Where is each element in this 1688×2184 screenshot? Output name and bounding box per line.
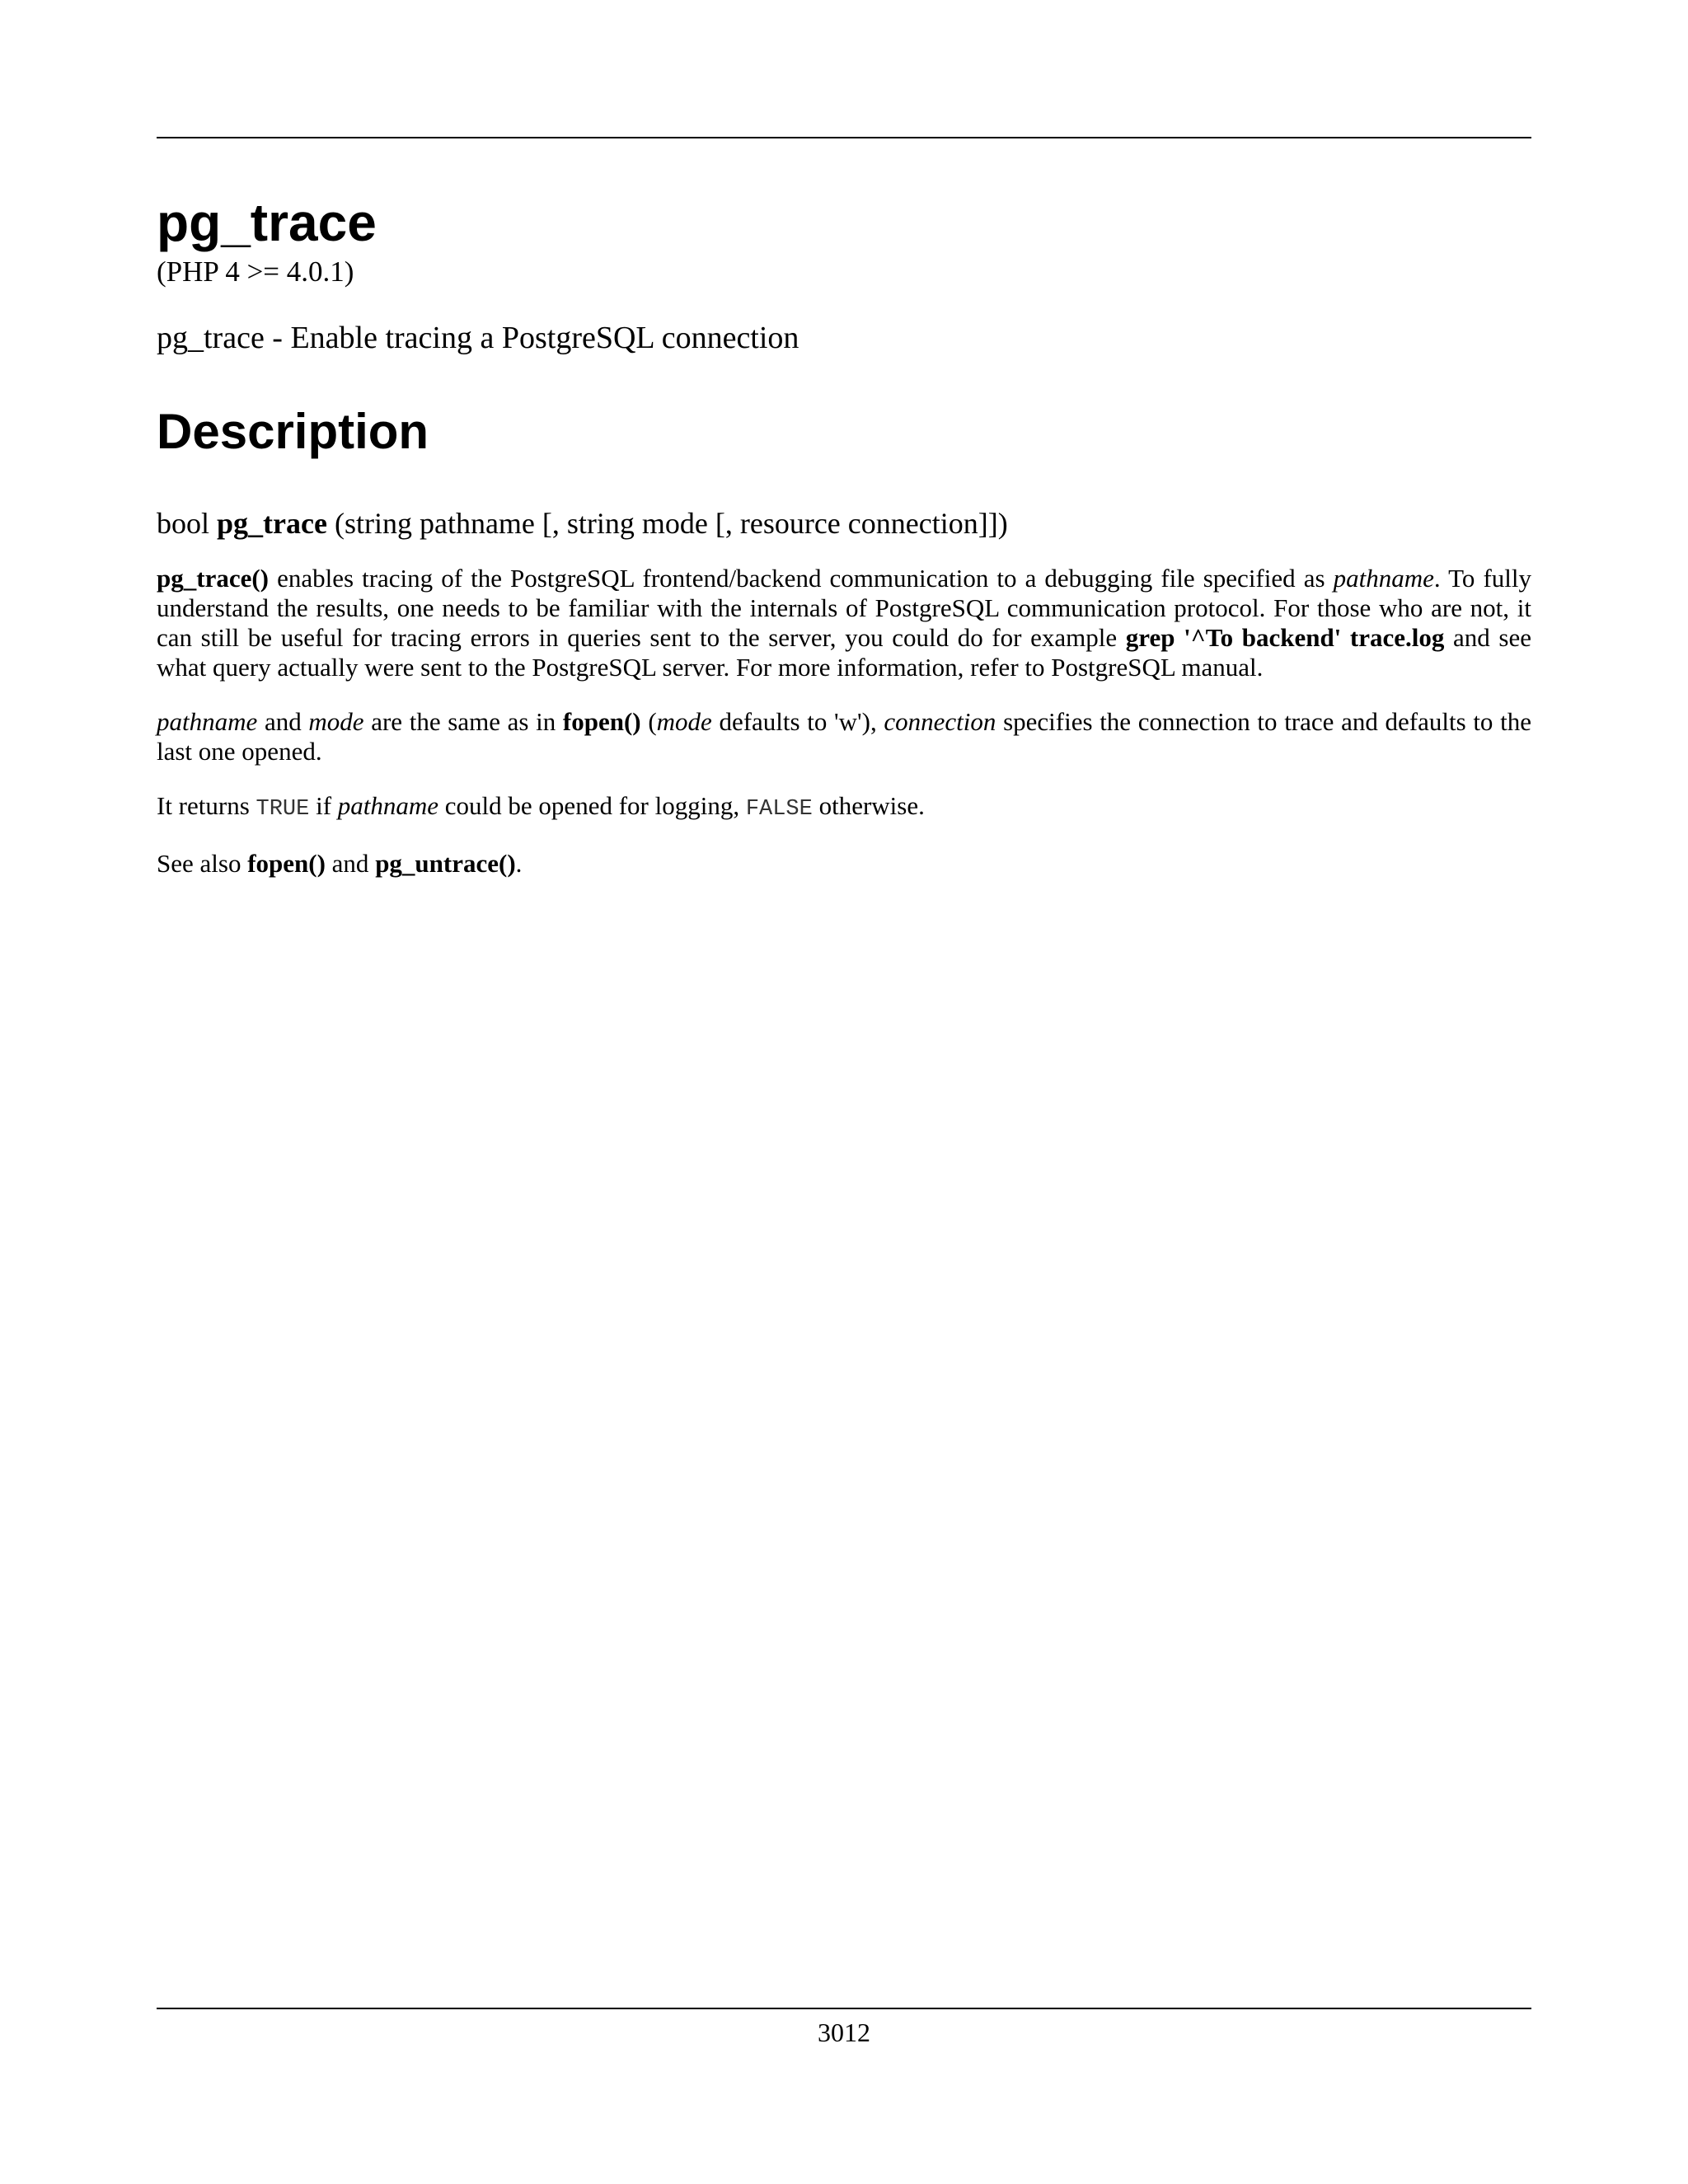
text: It returns — [157, 791, 256, 820]
function-params: (string pathname [, string mode [, resource connection]]) — [334, 507, 1008, 540]
param-pathname: pathname — [157, 707, 258, 736]
paragraph-return — [157, 791, 1531, 824]
function-synopsis — [157, 504, 1531, 542]
page-title: pg_trace — [157, 193, 377, 252]
text: if — [309, 791, 338, 820]
text: could be opened for logging, — [438, 791, 746, 820]
paragraph-params — [157, 707, 1531, 766]
param-connection: connection — [884, 707, 996, 736]
paragraph-intro — [157, 564, 1531, 682]
page-number: 3012 — [818, 2018, 870, 2047]
text: specifies the connection to trace and defaults to the last one opened. — [157, 707, 1531, 766]
param-pathname: pathname — [1333, 564, 1434, 593]
paragraph-see-also — [157, 849, 1531, 879]
document-body — [157, 188, 1531, 879]
text: and see what query actually were sent to the PostgreSQL server. For more information, refer to PostgreSQL manual. — [157, 623, 1532, 682]
func-ref-fopen[interactable]: fopen() — [562, 707, 641, 736]
version-info: (PHP 4 >= 4.0.1) — [157, 255, 354, 288]
ref-purpose: pg_trace - Enable tracing a PostgreSQL connection — [157, 321, 799, 355]
header-rule — [157, 137, 1531, 138]
return-type: bool — [157, 507, 210, 540]
text: . To fully understand the results, one needs to be familiar with the internals of PostgreSQL communication protocol. For those who are not, it can still be useful for tracing errors in queries sent to the server, you could do for example — [157, 564, 1531, 652]
param-mode: mode — [308, 707, 364, 736]
param-pathname: pathname — [337, 791, 439, 820]
function-name: pg_trace — [217, 507, 327, 540]
const-false: FALSE — [745, 797, 813, 822]
link-fopen[interactable]: fopen() — [247, 849, 326, 878]
text: and — [257, 707, 309, 736]
func-ref-pg-trace: pg_trace() — [157, 564, 269, 593]
param-mode: mode — [656, 707, 712, 736]
link-pg-untrace[interactable]: pg_untrace() — [375, 849, 516, 878]
text: defaults to 'w'), — [711, 707, 884, 736]
text: are the same as in — [363, 707, 563, 736]
text: ( — [640, 707, 657, 736]
footer-rule — [157, 2008, 1531, 2009]
const-true: TRUE — [256, 797, 310, 822]
section-heading-description: Description — [157, 404, 429, 459]
command-example: grep '^To backend' trace.log — [1125, 623, 1445, 652]
text: See also — [157, 849, 248, 878]
text: and — [325, 849, 376, 878]
text: . — [515, 849, 523, 878]
text: otherwise. — [812, 791, 925, 820]
text: enables tracing of the PostgreSQL frontend/backend communication to a debugging file specified as — [269, 564, 1334, 593]
